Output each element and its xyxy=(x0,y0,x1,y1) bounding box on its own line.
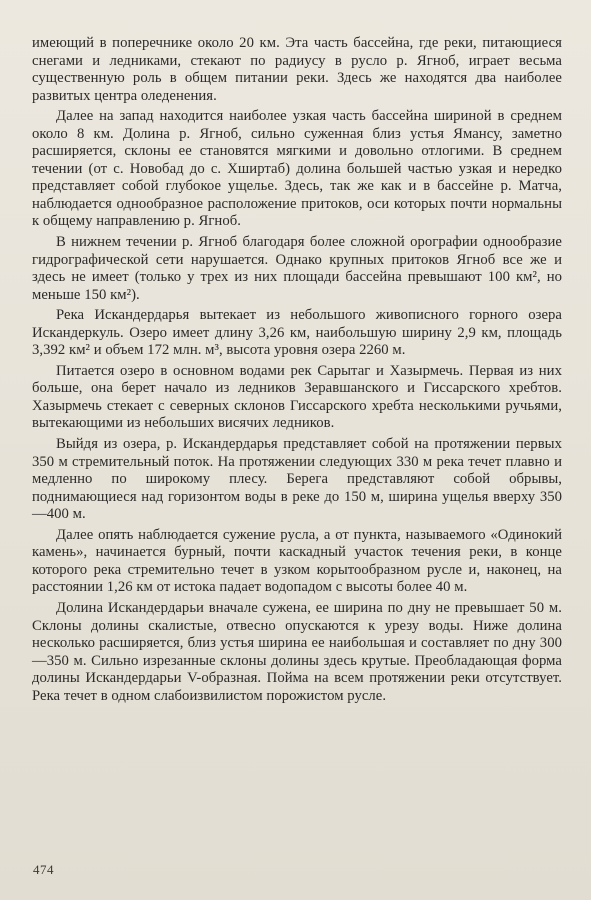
paragraph-continuation: имеющий в поперечнике около 20 км. Эта часть бассейна, где реки, питающиеся снегами и ледниками, стекают по радиусу в русло р. Ягноб, играет весьма существенную роль в общем питании реки. Здесь же находятся два наиболее развитых центра оледенения. xyxy=(32,35,562,104)
paragraph-lake-feeding: Питается озеро в основном водами рек Сарытаг и Хазырмечь. Первая из них больше, она берет начало из ледников Зеравшанского и Гиссарского хребтов. Хазырмечь стекает с северных склонов Гиссарского хребта несколькими ручьями, вытекающими из небольших висячих ледников. xyxy=(32,362,562,432)
paragraph-iskanderdarya-lake: Река Искандердарья вытекает из небольшого живописного горного озера Искандеркуль. Озеро имеет длину 3,26 км, наибольшую ширину 2,9 км, площадь 3,392 км² и объем 172 млн. м³, высота уровня озера 2260 м. xyxy=(32,307,562,359)
paragraph-valley-shape: Долина Искандердарьи вначале сужена, ее ширина по дну не превышает 50 м. Склоны долины скалистые, отвесно опускаются к урезу воды. Ниже долина несколько расширяется, близ устья ширина ее наибольшая и составляет по дну 300—350 м. Сильно изрезанные склоны долины здесь крутые. Преобладающая форма долины Искандердарьи V-образная. Пойма на всем протяжении реки отсутствует. Река течет в одном слабоизвилистом порожистом русле. xyxy=(32,599,562,704)
body-text xyxy=(32,35,562,708)
paragraph-river-outflow: Выйдя из озера, р. Искандердарья представляет собой на протяжении первых 350 м стремительный поток. На протяжении следующих 330 м река течет плавно и медленно по широкому плесу. Берега представляют собой обрывы, поднимающиеся над горизонтом воды в реке до 150 м, ширина ущелья вверху 350—400 м. xyxy=(32,436,562,523)
paragraph-yagnob-lower-course: В нижнем течении р. Ягноб благодаря более сложной орографии однообразие гидрографической сети нарушается. Однако крупных притоков Ягноб все же и здесь не имеет (только у трех из них площади бассейна превышают 100 км², но меньше 150 км²). xyxy=(32,234,562,303)
paragraph-yagnob-narrow-part: Далее на запад находится наиболее узкая часть бассейна шириной в среднем около 8 км. Долина р. Ягноб, сильно суженная близ устья Ямансу, заметно расширяется, склоны ее становятся мягкими и довольно отлогими. В среднем течении (от с. Новобад до с. Хширтаб) долина большей частью узкая и нередко представляет собой глубокое ущелье. Здесь, так же как и в бассейне р. Матча, наблюдается однообразное расположение притоков, оси которых почти нормальны к общему направлению р. Ягноб. xyxy=(32,108,562,230)
page-number: 474 xyxy=(33,862,54,877)
paragraph-waterfall: Далее опять наблюдается сужение русла, а от пункта, называемого «Одинокий камень», начинается бурный, почти каскадный участок течения реки, в конце которого река стремительно течет в узком корытообразном русле и, наконец, на расстоянии 1,26 км от истока падает водопадом с высоты более 40 м. xyxy=(32,526,562,596)
